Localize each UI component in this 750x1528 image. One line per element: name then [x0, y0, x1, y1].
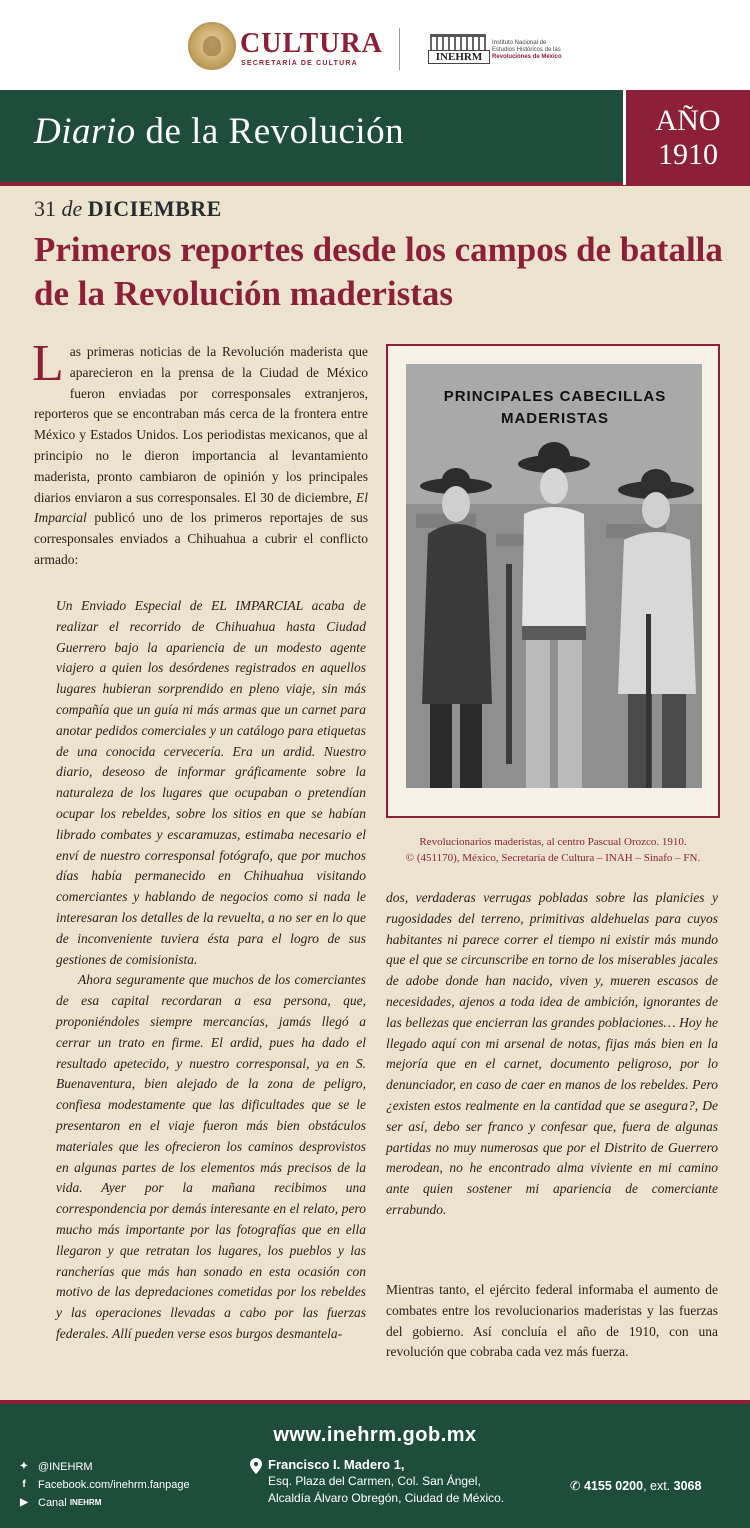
- address-block: [250, 1456, 504, 1507]
- drop-cap: L: [32, 335, 64, 392]
- phone-ext-label: , ext.: [643, 1479, 671, 1493]
- intro-text-b: publicó uno de los primeros reportajes de sus corresponsales enviados a Chihuahua a cubrir el conflicto armado:: [34, 510, 368, 567]
- inehrm-building-icon: [430, 34, 486, 50]
- twitter-icon: ✦: [19, 1461, 29, 1472]
- logo-bar: [0, 0, 750, 90]
- intro-paper-name: El Imparcial: [34, 489, 368, 526]
- photo-inscription-line2: MADERISTAS: [500, 410, 610, 427]
- intro-text-a: as primeras noticias de la Revolución maderista que aparecieron en la prensa de la Ciudad de México fueron enviadas por corresponsales extranjeros, reporteros que se encontraban más cerca de la frontera entre México y Estados Unidos. Los periodistas mexicanos, que al principio no le dieron importancia al levantamiento maderista, pronto cambiaron de opinión y los principales diarios enviaron a sus corresponsales. El 30 de diciembre,: [34, 344, 368, 505]
- twitter-handle: @INEHRM: [38, 1461, 93, 1473]
- twitter-link[interactable]: [18, 1458, 190, 1476]
- date-month: DICIEMBRE: [87, 196, 222, 221]
- address-line1: Francisco I. Madero 1,: [268, 1457, 405, 1472]
- inehrm-logo-text: INEHRM: [428, 50, 490, 64]
- series-title-italic: Diario: [34, 111, 136, 152]
- facebook-link[interactable]: [18, 1476, 190, 1494]
- cultura-subtitle: SECRETARÍA DE CULTURA: [241, 60, 358, 67]
- inehrm-name-line3: Revoluciones de México: [492, 54, 562, 60]
- series-title-rest: de la Revolución: [135, 111, 405, 152]
- facebook-icon: f: [22, 1479, 26, 1490]
- photo-caption: [386, 834, 720, 866]
- youtube-icon: ▶: [20, 1497, 28, 1508]
- entry-date: [34, 196, 222, 222]
- footer: [0, 1404, 750, 1528]
- quote-left: [56, 596, 366, 1345]
- intro-paragraph: [32, 335, 368, 571]
- quote-paragraph-1: Un Enviado Especial de EL IMPARCIAL acaba de realizar el recorrido de Chihuahua hasta Ciudad Guerrero bajo la apariencia de un modesto agente viajero a quien los desórdenes registrados en aquellos lugares hubieran sorprendido en pleno viaje, sin más compañía que un guía ni más armas que un carnet para anotar pedidos comerciales y un catálogo para etiquetas de una conocida cervecería. Era un ardid. Nuestro diario, deseoso de informar gráficamente sobre la naturaleza de los lugares que ocupaban o pretendían ocupar los rebeldes, sobre los sitios en que se habían librado combates y escaramuzas, estimaba necesario el enví de nuestro corresponsal fotógrafo, que por muchos días había permanecido en Chihuahua visitando comerciantes y hablando de negocios como si nada le interesaran los detalles de la revuelta, a no ser en lo que de inconveniente tuviera ésta para el logro de sus gestiones de comisionista.: [56, 598, 366, 967]
- series-title: [34, 110, 404, 153]
- date-day: 31: [34, 196, 56, 221]
- cultura-logo-text: CULTURA: [240, 28, 383, 59]
- photo-inscription-line1: PRINCIPALES CABECILLAS: [443, 388, 667, 405]
- year-value: 1910: [658, 138, 718, 171]
- quote-right: dos, verdaderas verrugas pobladas sobre las planicies y rugosidades del terreno, primitivas aldehuelas para cuyos habitantes ni parece correr el tiempo ni existir más mundo que el que se circunscribe en torno de los miserables jacales de adobe donde han nacido, viven y, mueren escasos de necesidades, ajenos a toda idea de ambición, ignorantes de las bellezas que encierran las grandes poblaciones… Hoy he llegado aquí con mi arsenal de notas, fijas más bien en la mejoría que en el carnet, documento peligroso, por lo denunciador, en caso de caer en manos de los rebeldes. Pero ¿existen estos realmente en la cantidad que se asegura?, De ser así, debo ser franco y confesar que, fuera de algunas partidas no muy numerosas que por el Distrito de Guerrero merodean, no he encontrado alma viviente en mi camino ante quien sostener mi apariencia de comerciante errabundo.: [386, 890, 718, 1217]
- historic-photo: [406, 364, 702, 788]
- location-pin-icon: [250, 1458, 262, 1474]
- phone-block: [570, 1478, 701, 1493]
- quote-paragraph-2: Ahora seguramente que muchos de los comerciantes de esa capital recordaran a esa persona, que, proponiéndoles siempre mercancías, jamás llegó a cerrar un trato en firme. El ardid, pues ha dado el resultado apetecido, y nuestro corresponsal, ya en S. Buenaventura, bien alejado de la zona de peligro, confiesa modestamente que las dificultades que se le presentaron en el viaje fueron más bien obstáculos materiales que les ofrecieron los caminos desprovistos en algunas partes de los elementos más precisos de la vida. Ayer por la mañana recibimos una correspondencia por demás interesante en el relato, pero mucho más importante por las fotografías que en ella llegaron y que retratan los lugares, los pueblos y las rancherías que más han sonado en esta ocasión con motivo de las depredaciones cometidas por los rebeldes y las operaciones llevadas a cabo por las fuerzas federales. Allí pueden verse esos burgos desmantela-: [56, 972, 366, 1341]
- year-label: AÑO: [655, 104, 721, 137]
- youtube-label: Canal: [38, 1497, 67, 1509]
- inehrm-name-line1: Instituto Nacional de: [492, 40, 547, 46]
- youtube-name: INEHRM: [69, 1498, 102, 1507]
- phone-icon: ✆: [570, 1479, 581, 1493]
- closing-paragraph: Mientras tanto, el ejército federal informaba el aumento de combates entre los revolucionarios maderistas y las fuerzas del gobierno. Así concluía el año de 1910, con una revolución que cobraba cada vez más fuerza.: [386, 1282, 718, 1360]
- headline: Primeros reportes desde los campos de batalla de la Revolución maderistas: [34, 230, 723, 313]
- inehrm-name-line2: Estudios Históricos de las: [492, 47, 561, 53]
- year-badge: [623, 90, 750, 185]
- date-de: de: [61, 196, 83, 221]
- photo-inscription: [420, 386, 690, 430]
- social-links: [18, 1458, 190, 1512]
- logo-divider: [399, 28, 400, 70]
- address-line2: Esq. Plaza del Carmen, Col. San Ángel,: [268, 1474, 481, 1488]
- national-seal-icon: [188, 22, 236, 70]
- photo-caption-line1: Revolucionarios maderistas, al centro Pascual Orozco. 1910.: [419, 836, 687, 848]
- website-link[interactable]: www.inehrm.gob.mx: [273, 1424, 477, 1446]
- youtube-link[interactable]: [18, 1494, 190, 1512]
- phone-number[interactable]: 4155 0200: [583, 1479, 644, 1493]
- inehrm-full-name: [492, 40, 572, 61]
- phone-ext: 3068: [673, 1479, 702, 1493]
- photo-caption-line2: © (451170), México, Secretaría de Cultura – INAH – Sinafo – FN.: [405, 852, 701, 864]
- facebook-url: Facebook.com/inehrm.fanpage: [38, 1479, 190, 1491]
- address-line3: Alcaldía Álvaro Obregón, Ciudad de México.: [268, 1491, 505, 1505]
